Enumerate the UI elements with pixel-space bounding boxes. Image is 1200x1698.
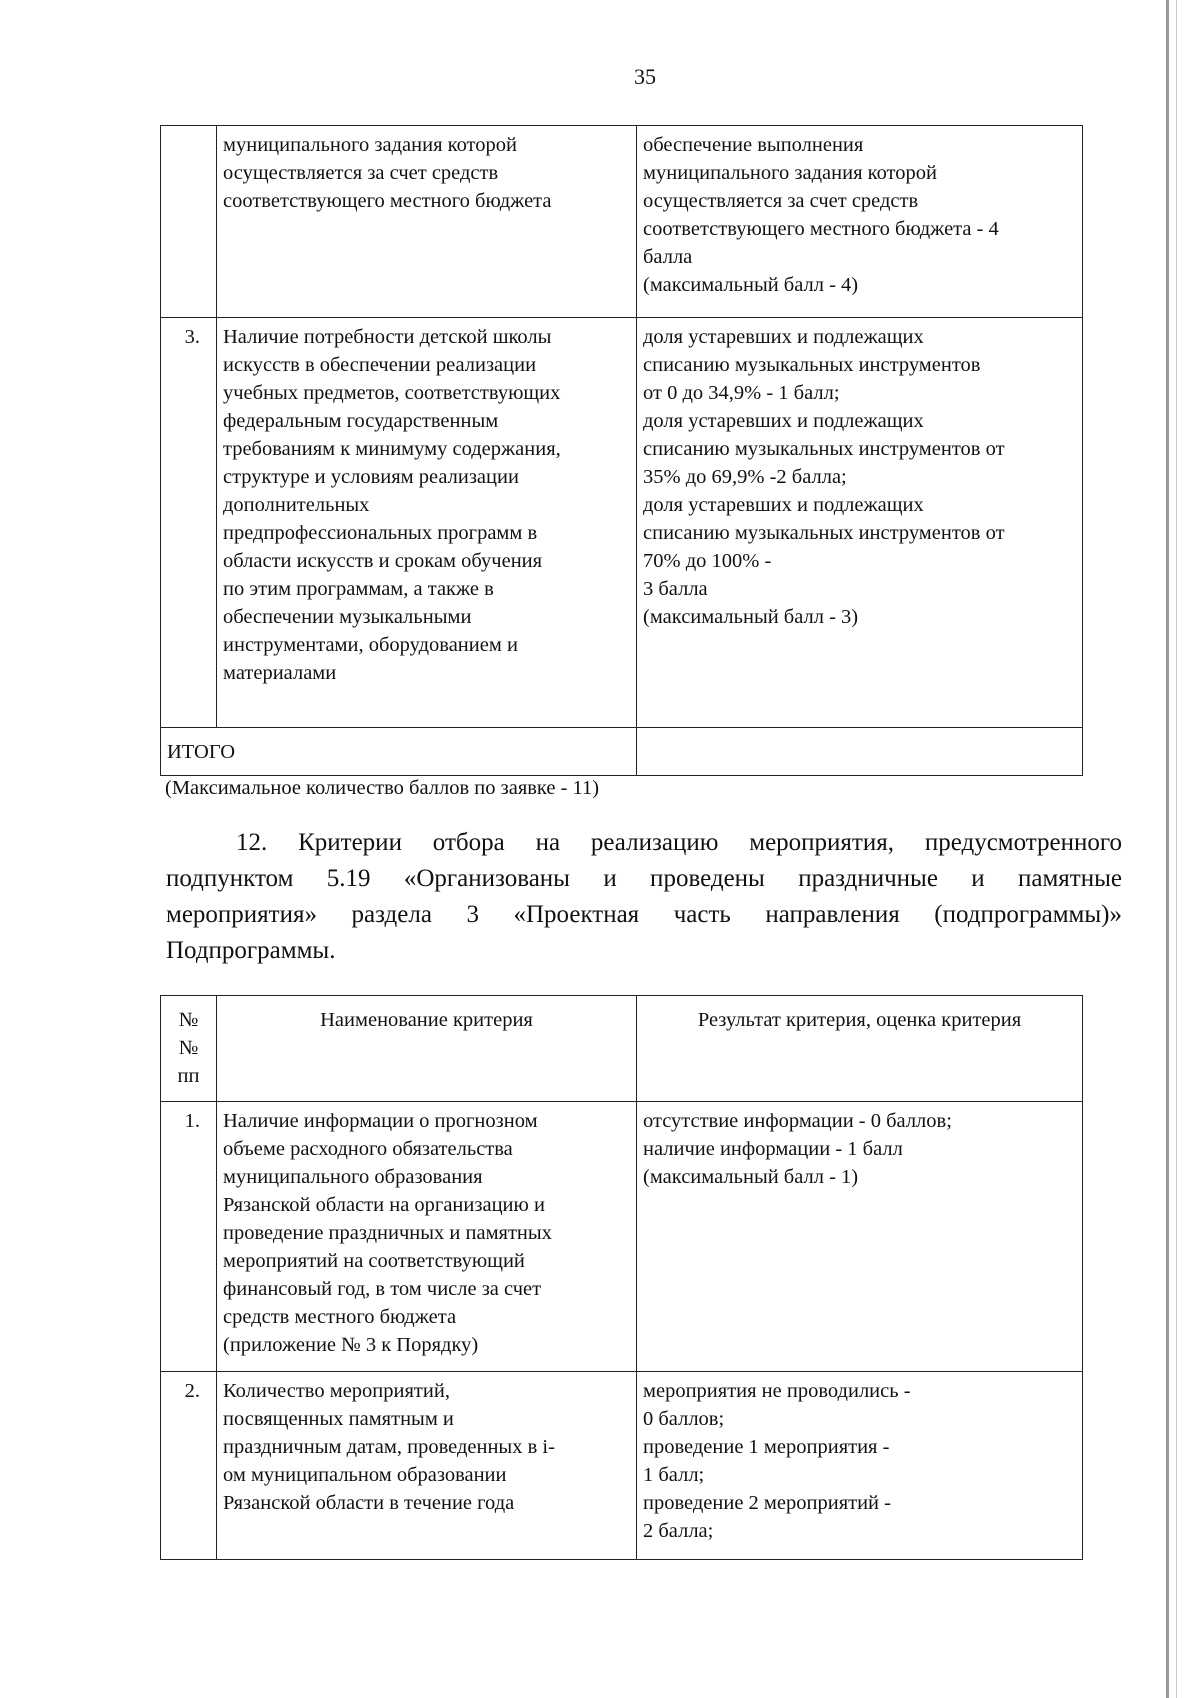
text-line: списанию музыкальных инструментов [643, 354, 981, 376]
row-number [161, 126, 217, 318]
header-number [161, 996, 217, 1102]
criterion-result [637, 1102, 1083, 1372]
page-number: 35 [634, 64, 656, 89]
text-line: муниципального образования [223, 1166, 483, 1188]
text-line: (максимальный балл - 3) [643, 606, 859, 628]
text-line: Наличие потребности детской школы [223, 326, 552, 348]
text-line: Рязанской области на организацию и [223, 1194, 545, 1216]
text-line: финансовый год, в том числе за счет [223, 1278, 542, 1300]
text-line: Рязанской области в течение года [223, 1492, 515, 1514]
text-line: 35% до 69,9% -2 балла; [643, 466, 847, 488]
text-line: № [178, 1009, 199, 1031]
text-line: (максимальный балл - 4) [643, 274, 859, 296]
text-line: мероприятий на соответствующий [223, 1250, 525, 1272]
text-line: доля устаревших и подлежащих [643, 326, 924, 348]
scan-edge-line [1176, 0, 1177, 1698]
text-line: предпрофессиональных программ в [223, 522, 538, 544]
criterion-name [217, 318, 637, 728]
criterion-result [637, 126, 1083, 318]
text-line: доля устаревших и подлежащих [643, 410, 924, 432]
text-line: объеме расходного обязательства [223, 1138, 513, 1160]
criteria-table-12 [160, 995, 1083, 1560]
criterion-result [637, 1372, 1083, 1560]
text-line: мероприятия не проводились - [643, 1380, 911, 1402]
text-line: области искусств и срокам обучения [223, 550, 543, 572]
row-number: 2. [161, 1372, 217, 1560]
text-line: дополнительных [223, 494, 370, 516]
text-line: 3 балла [643, 578, 708, 600]
text-line: (максимальный балл - 1) [643, 1166, 859, 1188]
row-number: 3. [161, 318, 217, 728]
criterion-name [217, 1102, 637, 1372]
header-criterion-result: Результат критерия, оценка критерия [637, 996, 1083, 1102]
table-row [161, 126, 1083, 318]
text-line: (приложение № 3 к Порядку) [223, 1334, 479, 1356]
text-line: отсутствие информации - 0 баллов; [643, 1110, 952, 1132]
criterion-name [217, 126, 637, 318]
text-line: соответствующего местного бюджета [223, 190, 552, 212]
text-line: посвященных памятным и [223, 1408, 454, 1430]
text-line: наличие информации - 1 балл [643, 1138, 903, 1160]
text-line: 2 балла; [643, 1520, 714, 1542]
text-line: обеспечении музыкальными [223, 606, 472, 628]
text-line: списанию музыкальных инструментов от [643, 438, 1005, 460]
text-line: 70% до 100% - [643, 550, 772, 572]
text-line: проведение праздничных и памятных [223, 1222, 552, 1244]
criterion-result [637, 318, 1083, 728]
header-criterion-name: Наименование критерия [217, 996, 637, 1102]
text-line: по этим программам, а также в [223, 578, 494, 600]
text-line: требованиям к минимуму содержания, [223, 438, 561, 460]
criterion-name [217, 1372, 637, 1560]
text-line: Количество мероприятий, [223, 1380, 450, 1402]
text-line: 1 балл; [643, 1464, 705, 1486]
text-line: проведение 2 мероприятий - [643, 1492, 891, 1514]
text-line: доля устаревших и подлежащих [643, 494, 924, 516]
text-line: муниципального задания которой [643, 162, 937, 184]
max-score-note: (Максимальное количество баллов по заявке - 11) [165, 777, 600, 799]
text-line: обеспечение выполнения [643, 134, 864, 156]
header-row [161, 996, 1083, 1102]
text-line: ом муниципальном образовании [223, 1464, 507, 1486]
text-line: осуществляется за счет средств [643, 190, 919, 212]
total-row [161, 728, 1083, 776]
text-line: осуществляется за счет средств [223, 162, 499, 184]
text-line: муниципального задания которой [223, 134, 517, 156]
text-line: материалами [223, 662, 337, 684]
paragraph-line: подпунктом 5.19 «Организованы и проведены праздничные и памятные [166, 865, 1122, 892]
paragraph-line: Подпрограммы. [166, 937, 336, 964]
text-line: Наличие информации о прогнозном [223, 1110, 538, 1132]
text-line: средств местного бюджета [223, 1306, 457, 1328]
table-row [161, 1102, 1083, 1372]
text-line: 0 баллов; [643, 1408, 725, 1430]
text-line: искусств в обеспечении реализации [223, 354, 537, 376]
total-value [637, 728, 1083, 776]
criteria-table-continued [160, 125, 1083, 776]
text-line: федеральным государственным [223, 410, 499, 432]
text-line: инструментами, оборудованием и [223, 634, 518, 656]
text-line: проведение 1 мероприятия - [643, 1436, 890, 1458]
total-label: ИТОГО [161, 728, 637, 776]
row-number: 1. [161, 1102, 217, 1372]
scan-edge-line [1166, 0, 1169, 1698]
text-line: праздничным датам, проведенных в i- [223, 1436, 555, 1458]
text-line: от 0 до 34,9% - 1 балл; [643, 382, 840, 404]
text-line: списанию музыкальных инструментов от [643, 522, 1005, 544]
paragraph-line: 12. Критерии отбора на реализацию мероприятия, предусмотренного [236, 829, 1122, 856]
text-line: соответствующего местного бюджета - 4 [643, 218, 999, 240]
text-line: балла [643, 246, 693, 268]
section-12-paragraph [166, 825, 1122, 969]
text-line: структуре и условиям реализации [223, 466, 519, 488]
table-row [161, 318, 1083, 728]
text-line: учебных предметов, соответствующих [223, 382, 561, 404]
table-row [161, 1372, 1083, 1560]
paragraph-line: мероприятия» раздела 3 «Проектная часть направления (подпрограммы)» [166, 901, 1122, 928]
text-line: пп [177, 1065, 200, 1087]
text-line: № [178, 1037, 199, 1059]
